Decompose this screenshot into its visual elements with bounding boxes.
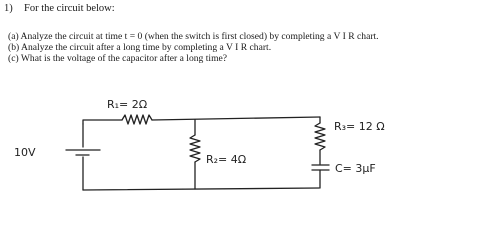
- r3-resistor-symbol: [315, 123, 325, 150]
- r1-label: R₁= 2Ω: [107, 98, 148, 111]
- question-prompt: For the circuit below:: [24, 3, 115, 14]
- wire-top-right: [152, 117, 320, 120]
- r1-resistor-symbol: [122, 115, 152, 124]
- r2-resistor-symbol: [190, 135, 200, 162]
- question-number: 1): [4, 3, 13, 14]
- capacitor-label: C= 3μF: [335, 162, 376, 175]
- part-c-text: (c) What is the voltage of the capacitor after a long time?: [8, 53, 228, 64]
- wire-top-left: [83, 120, 122, 124]
- wire-bottom: [83, 188, 319, 190]
- r3-label: R₃= 12 Ω: [334, 120, 385, 133]
- source-label: 10V: [14, 146, 36, 159]
- part-a-text: (a) Analyze the circuit at time t = 0 (when the switch is first closed) by completing a V I R chart.: [8, 31, 379, 42]
- part-b-text: (b) Analyze the circuit after a long time by completing a V I R chart.: [8, 42, 272, 53]
- r2-label: R₂= 4Ω: [206, 153, 247, 166]
